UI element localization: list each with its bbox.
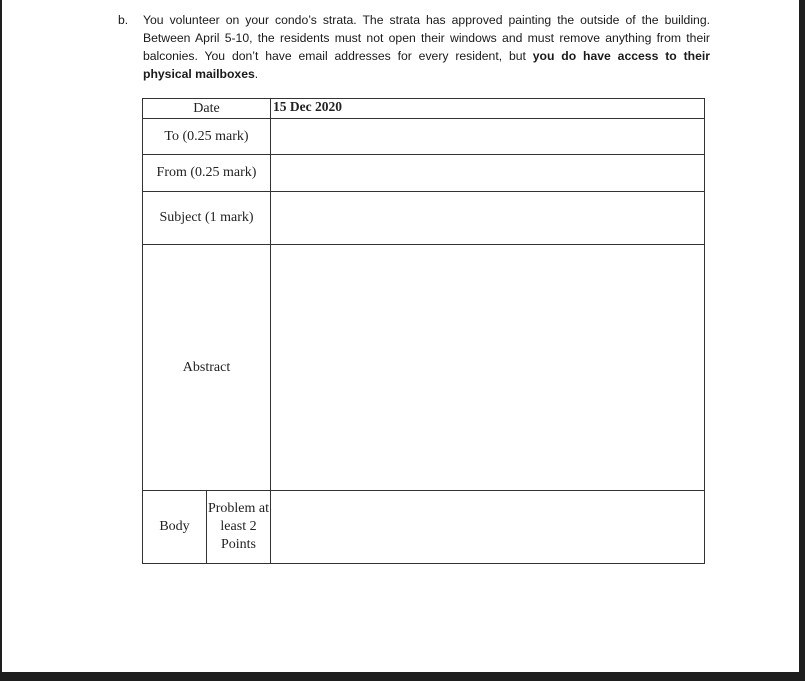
from-field[interactable] [271, 155, 705, 192]
document-page [2, 0, 799, 672]
abstract-field[interactable] [271, 245, 705, 491]
question-b [118, 11, 710, 83]
memo-form-table [142, 98, 705, 564]
row-from [143, 155, 705, 192]
date-label: Date [143, 99, 271, 119]
question-text-main: You volunteer on your condo’s strata. The strata has approved painting the outside of the building. Between April 5-10, the residents must not open their windows and must remove anything from their balconies. You don’t have email addresses for every resident, but [143, 13, 710, 63]
body-field[interactable] [271, 491, 705, 564]
question-text-end: . [254, 67, 259, 81]
subject-field[interactable] [271, 192, 705, 245]
body-label: Body [143, 491, 207, 564]
row-subject [143, 192, 705, 245]
row-date [143, 99, 705, 119]
date-value[interactable]: 15 Dec 2020 [271, 99, 705, 119]
to-label: To (0.25 mark) [143, 119, 271, 155]
body-sub-label: Problem at least 2 Points [207, 491, 271, 564]
to-field[interactable] [271, 119, 705, 155]
question-text-bold: you do have access to their physical mailboxes [143, 49, 710, 81]
question-marker: b. [118, 13, 129, 27]
abstract-label: Abstract [143, 245, 271, 491]
question-text [143, 11, 710, 83]
row-to [143, 119, 705, 155]
from-label: From (0.25 mark) [143, 155, 271, 192]
row-abstract [143, 245, 705, 491]
row-body [143, 491, 705, 564]
subject-label: Subject (1 mark) [143, 192, 271, 245]
